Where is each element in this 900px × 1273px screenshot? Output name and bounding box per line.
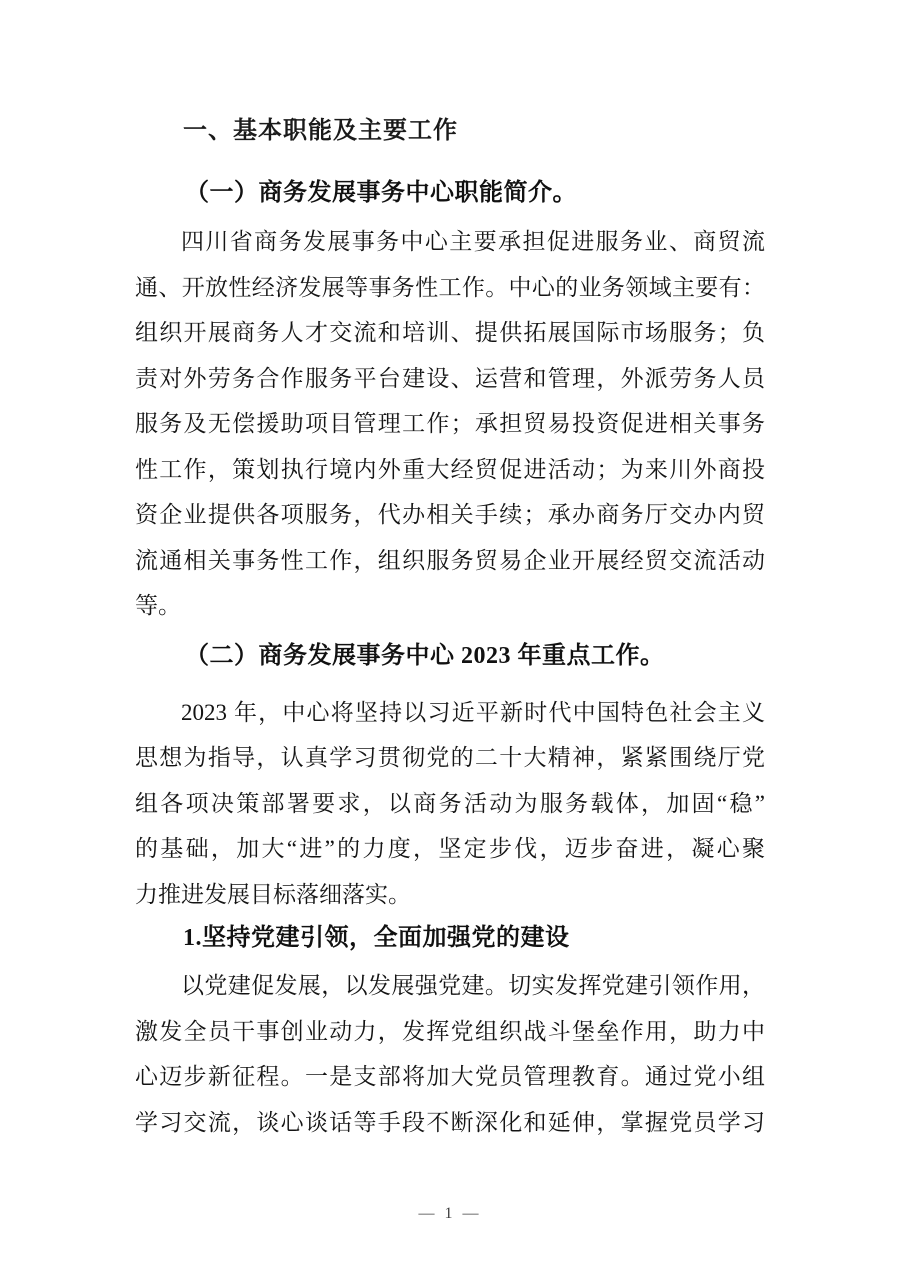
paragraph-line: 四川省商务发展事务中心主要承担促进服务业、商贸流	[181, 229, 765, 254]
paragraph-line: 的基础，加大“进”的力度，坚定步伐，迈步奋进，凝心聚	[135, 836, 765, 861]
subsection1-paragraph	[135, 963, 765, 1145]
paragraph-line: 以党建促发展，以发展强党建。切实发挥党建引领作用，	[181, 973, 765, 998]
heading-level-1: 一、基本职能及主要工作	[183, 117, 458, 144]
paragraph-line: 责对外劳务合作服务平台建设、运营和管理，外派劳务人员	[135, 365, 765, 391]
paragraph-line: 服务及无偿援助项目管理工作；承担贸易投资促进相关事务	[135, 411, 765, 436]
paragraph-line: 思想为指导，认真学习贯彻党的二十大精神，紧紧围绕厅党	[135, 745, 765, 770]
paragraph-line: 组各项决策部署要求，以商务活动为服务载体，加固“稳”	[135, 790, 765, 816]
paragraph-line: 性工作，策划执行境内外重大经贸促进活动；为来川外商投	[135, 456, 765, 482]
subsection1-heading: 1.坚持党建引领，全面加强党的建设	[183, 925, 570, 951]
section1-heading: （一）商务发展事务中心职能简介。	[185, 180, 577, 206]
section2-paragraph	[135, 690, 765, 918]
paragraph-line: 2023 年，中心将坚持以习近平新时代中国特色社会主义	[181, 699, 765, 725]
paragraph-line: 心迈步新征程。一是支部将加大党员管理教育。通过党小组	[135, 1064, 765, 1089]
paragraph-line: 等。	[135, 593, 181, 618]
section2-heading: （二）商务发展事务中心 2023 年重点工作。	[185, 642, 665, 669]
paragraph-line: 力推进发展目标落细落实。	[135, 881, 411, 907]
paragraph-line: 组织开展商务人才交流和培训、提供拓展国际市场服务；负	[135, 320, 765, 345]
page-number: — 1 —	[418, 1205, 482, 1222]
page-footer	[0, 1205, 900, 1223]
section1-paragraph	[135, 219, 765, 629]
paragraph-line: 学习交流，谈心谈话等手段不断深化和延伸，掌握党员学习	[135, 1109, 765, 1135]
paragraph-line: 通、开放性经济发展等事务性工作。中心的业务领域主要有：	[135, 274, 765, 300]
paragraph-line: 资企业提供各项服务，代办相关手续；承办商务厅交办内贸	[135, 502, 765, 527]
paragraph-line: 流通相关事务性工作，组织服务贸易企业开展经贸交流活动	[135, 547, 765, 573]
paragraph-line: 激发全员干事创业动力，发挥党组织战斗堡垒作用，助力中	[135, 1018, 765, 1044]
